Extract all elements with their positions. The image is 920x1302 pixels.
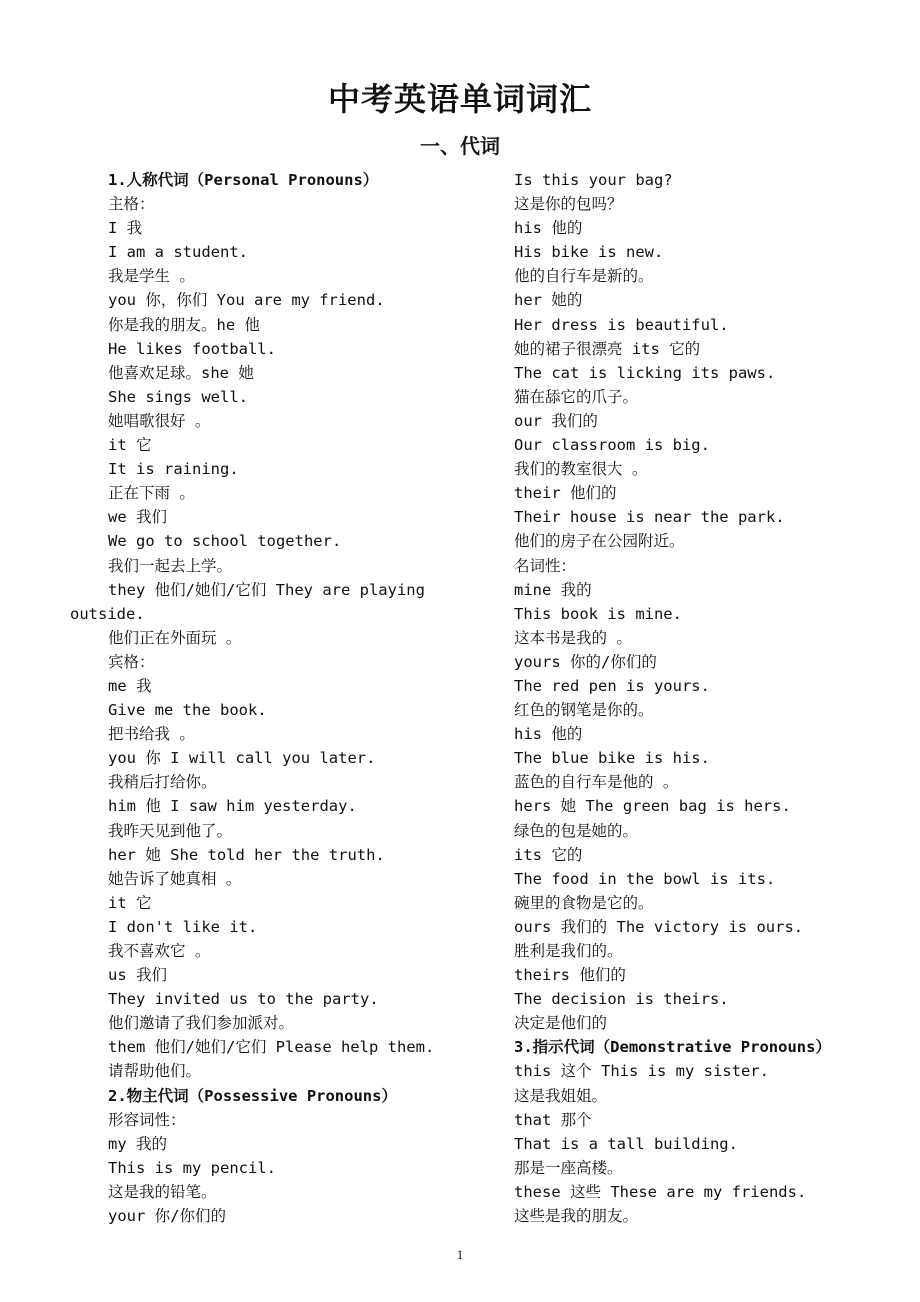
right-column xyxy=(514,168,854,1228)
text-line: it 它 xyxy=(108,436,152,455)
page-title: 中考英语单词词汇 xyxy=(327,80,592,118)
subsection-heading: 3.指示代词（Demonstrative Pronouns） xyxy=(514,1038,831,1057)
text-line: hers 她 The green bag is hers. xyxy=(514,797,791,816)
text-line: 宾格： xyxy=(108,652,155,671)
text-line: I don't like it. xyxy=(108,917,258,936)
text-line: 形容词性： xyxy=(108,1110,186,1129)
text-line: outside. xyxy=(70,604,145,623)
text-line: 他喜欢足球。she 她 xyxy=(108,363,254,382)
text-line: 他们的房子在公园附近。 xyxy=(514,532,685,551)
text-line: 我们一起去上学。 xyxy=(108,556,233,575)
text-line: this 这个 This is my sister. xyxy=(514,1062,769,1081)
text-line: 决定是他们的 xyxy=(514,1014,608,1033)
page-number: 1 xyxy=(456,1247,464,1262)
text-line: 他们邀请了我们参加派对。 xyxy=(108,1014,295,1033)
text-line: 蓝色的自行车是他的 。 xyxy=(514,773,679,792)
text-line: This book is mine. xyxy=(514,604,682,623)
text-line: She sings well. xyxy=(108,387,248,406)
text-line: they 他们/她们/它们 They are playing xyxy=(108,580,425,599)
text-line: 她唱歌很好 。 xyxy=(108,411,211,430)
text-line: 胜利是我们的。 xyxy=(514,942,623,960)
text-line: 他们正在外面玩 。 xyxy=(108,628,242,647)
text-line: 碗里的食物是它的。 xyxy=(514,893,654,912)
text-line: The cat is licking its paws. xyxy=(514,363,776,382)
text-line: We go to school together. xyxy=(108,532,342,551)
text-line: its 它的 xyxy=(514,845,583,864)
text-line: This is my pencil. xyxy=(108,1158,276,1177)
section-heading: 一、代词 xyxy=(420,134,500,158)
text-line: my 我的 xyxy=(108,1134,167,1153)
text-line: The decision is theirs. xyxy=(514,990,729,1009)
text-line: 这本书是我的 。 xyxy=(514,628,632,647)
text-line: it 它 xyxy=(108,893,152,912)
text-line: The food in the bowl is its. xyxy=(514,869,776,888)
text-line: his 他的 xyxy=(514,219,583,238)
text-line: 我昨天见到他了。 xyxy=(108,821,233,840)
text-line: these 这些 These are my friends. xyxy=(514,1182,807,1201)
text-line: His bike is new. xyxy=(514,243,664,262)
text-line: ours 我们的 The victory is ours. xyxy=(514,917,804,936)
text-line: their 他们的 xyxy=(514,484,617,503)
text-line: 她的裙子很漂亮 its 它的 xyxy=(514,339,701,358)
text-line: 这是我的铅笔。 xyxy=(108,1182,217,1201)
text-line: 我是学生 。 xyxy=(108,267,195,286)
text-line: Our classroom is big. xyxy=(514,436,710,455)
text-line: our 我们的 xyxy=(514,411,598,430)
text-line: I am a student. xyxy=(108,243,248,262)
text-line: 这是你的包吗？ xyxy=(514,195,623,214)
text-line: 你是我的朋友。he 他 xyxy=(108,315,260,334)
text-line: us 我们 xyxy=(108,966,167,985)
text-line: 我们的教室很大 。 xyxy=(514,460,648,479)
text-line: The blue bike is his. xyxy=(514,749,710,768)
text-line: yours 你的/你们的 xyxy=(514,652,657,671)
text-line: him 他 I saw him yesterday. xyxy=(108,797,357,816)
text-line: them 他们/她们/它们 Please help them. xyxy=(108,1038,435,1057)
text-line: 这些是我的朋友。 xyxy=(514,1207,639,1226)
text-line: her 她 She told her the truth. xyxy=(108,845,385,864)
text-line: 这是我姐姐。 xyxy=(514,1086,608,1105)
text-line: 请帮助他们。 xyxy=(108,1062,202,1081)
text-line: It is raining. xyxy=(108,460,239,479)
subsection-heading: 2.物主代词（Possessive Pronouns） xyxy=(108,1086,397,1105)
text-line: The red pen is yours. xyxy=(514,676,710,695)
text-line: 红色的钢笔是你的。 xyxy=(514,701,654,720)
text-line: 绿色的包是她的。 xyxy=(514,821,639,840)
text-line: his 他的 xyxy=(514,725,583,744)
text-line: 名词性： xyxy=(514,556,577,575)
text-line: I 我 xyxy=(108,219,143,238)
text-line: 把书给我 。 xyxy=(108,725,195,744)
text-line: 她告诉了她真相 。 xyxy=(108,869,242,888)
text-line: 我不喜欢它 。 xyxy=(108,942,211,960)
text-line: They invited us to the party. xyxy=(108,990,379,1009)
text-line: 主格： xyxy=(108,195,155,214)
text-line: her 她的 xyxy=(514,291,583,310)
text-line: He likes football. xyxy=(108,339,276,358)
text-line: mine 我的 xyxy=(514,580,592,599)
left-column xyxy=(70,168,470,1228)
text-line: Her dress is beautiful. xyxy=(514,315,729,334)
subsection-heading: 1.人称代词（Personal Pronouns） xyxy=(108,171,379,189)
text-line: Give me the book. xyxy=(108,701,267,720)
text-line: 他的自行车是新的。 xyxy=(514,267,654,286)
text-line: 我稍后打给你。 xyxy=(108,773,217,792)
text-line: you 你 I will call you later. xyxy=(108,749,376,768)
text-line: we 我们 xyxy=(108,508,167,527)
text-line: 猫在舔它的爪子。 xyxy=(514,387,639,406)
text-line: That is a tall building. xyxy=(514,1134,738,1153)
text-line: Their house is near the park. xyxy=(514,508,785,527)
text-line: 那是一座高楼。 xyxy=(514,1158,623,1177)
text-line: you 你，你们 You are my friend. xyxy=(108,291,385,310)
text-line: theirs 他们的 xyxy=(514,966,626,985)
text-line: Is this your bag? xyxy=(514,171,673,189)
text-line: that 那个 xyxy=(514,1110,592,1129)
text-line: me 我 xyxy=(108,676,152,695)
text-line: 正在下雨 。 xyxy=(108,484,195,503)
text-line: your 你/你们的 xyxy=(108,1207,226,1226)
